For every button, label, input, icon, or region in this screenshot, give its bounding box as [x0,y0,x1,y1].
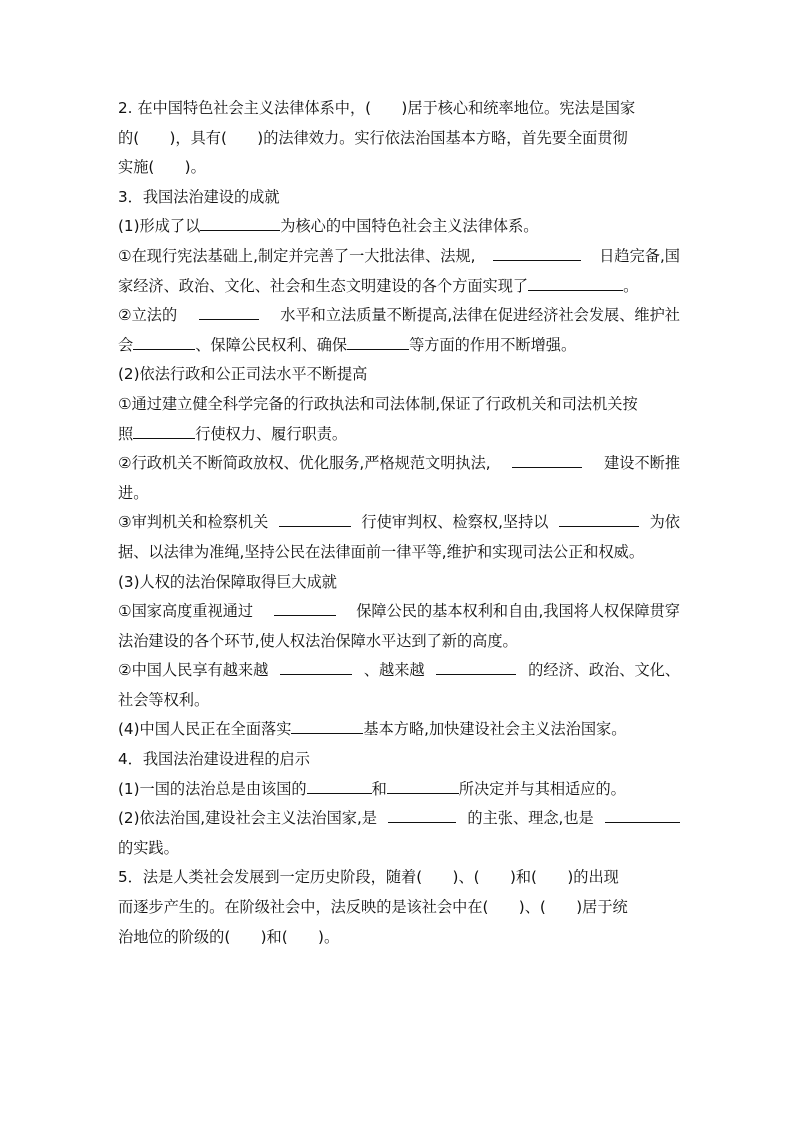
q3-p3-2-line-2: 社会等权利。 [118,690,210,709]
q4-title: 4．我国法治建设进程的启示 [118,750,310,769]
fill-blank[interactable] [512,452,582,468]
q2-line-2 [118,124,680,154]
q3-p4: (4)中国人民正在全面落实 基本方略,加快建设社会主义法治国家。 [118,715,680,745]
fill-blank[interactable] [493,245,581,261]
q4-p2-line-2: 的实践。 [118,838,179,857]
fill-blank[interactable] [528,274,623,290]
q3-p2-2-line-1: ②行政机关不断简政放权、优化服务,严格规范文明执法, 建设不断推 [118,449,680,479]
q2-text: 2. 在中国特色社会主义法律体系中，( )居于核心和统率地位。宪法是国家 [118,99,636,117]
q5-line-2 [118,893,680,923]
q3-p2-3-line-1: ③审判机关和检察机关 行使审判权、检察权,坚持以 为依 [118,508,680,538]
q5-line-3 [118,923,680,953]
q3-p1-1-line-1: ①在现行宪法基础上,制定并完善了一大批法律、法规, 日趋完备,国 [118,242,680,272]
q3-p2-3-line-2: 据、以法律为准绳,坚持公民在法律面前一律平等,维护和实现司法公正和权威。 [118,542,645,561]
fill-blank[interactable] [605,807,680,823]
q3-p3-1-line-1: ①国家高度重视通过 保障公民的基本权利和自由,我国将人权保障贯穿 [118,597,680,627]
fill-blank[interactable] [133,422,195,438]
q3-title: 3．我国法治建设的成就 [118,187,280,206]
q4-p2-line-1: (2)依法治国,建设社会主义法治国家,是 的主张、理念,也是 [118,804,680,834]
q4-p1: (1)一国的法治总是由该国的 和 所决定并与其相适应的。 [118,775,680,805]
q3-p2-2-line-2: 进。 [118,483,149,502]
fill-blank[interactable] [133,334,195,350]
worksheet-page [118,94,680,952]
q2-line-1 [118,94,680,124]
q2-text: 的( )，具有( )的法律效力。实行依法治国基本方略，首先要全面贯彻 [118,128,628,147]
q3-p2-1-line-2: 照 行使权力、履行职责。 [118,420,680,450]
q3-p1: (1)形成了以 为核心的中国特色社会主义法律体系。 [118,212,680,242]
fill-blank[interactable] [274,600,336,616]
q3-p2: (2)依法行政和公正司法水平不断提高 [118,365,368,384]
fill-blank[interactable] [387,777,459,793]
q5-line-1 [118,863,680,893]
q2-line-3 [118,153,680,183]
fill-blank[interactable] [279,511,351,527]
fill-blank[interactable] [291,718,363,734]
q3-p2-1-line-1: ①通过建立健全科学完备的行政执法和司法体制,保证了行政机关和司法机关按 [118,394,638,413]
q3-p3-1-line-2: 法治建设的各个环节,使人权法治保障水平达到了新的高度。 [118,631,518,650]
q5-text: 5．法是人类社会发展到一定历史阶段，随着( )、( )和( )的出现 [118,868,619,887]
fill-blank[interactable] [559,511,639,527]
q2-text: 实施( )。 [118,158,206,177]
fill-blank[interactable] [280,659,352,675]
fill-blank[interactable] [388,807,456,823]
fill-blank[interactable] [199,304,259,320]
q5-text: 而逐步产生的。在阶级社会中，法反映的是该社会中在( )、( )居于统 [118,898,628,917]
q3-p1-1-line-2: 家经济、政治、文化、社会和生态文明建设的各个方面实现了 。 [118,272,680,302]
fill-blank[interactable] [200,215,280,231]
fill-blank[interactable] [436,659,516,675]
fill-blank[interactable] [307,777,372,793]
q3-p3-2-line-1: ②中国人民享有越来越 、越来越 的经济、政治、文化、 [118,656,680,686]
fill-blank[interactable] [347,334,409,350]
q3-p3: (3)人权的法治保障取得巨大成就 [118,572,337,591]
q3-p1-2-line-1: ②立法的 水平和立法质量不断提高,法律在促进经济社会发展、维护社 [118,301,680,331]
q3-p1-2-line-2: 会 、保障公民权利、确保 等方面的作用不断增强。 [118,331,680,361]
q5-text: 治地位的阶级的( )和( )。 [118,927,340,946]
